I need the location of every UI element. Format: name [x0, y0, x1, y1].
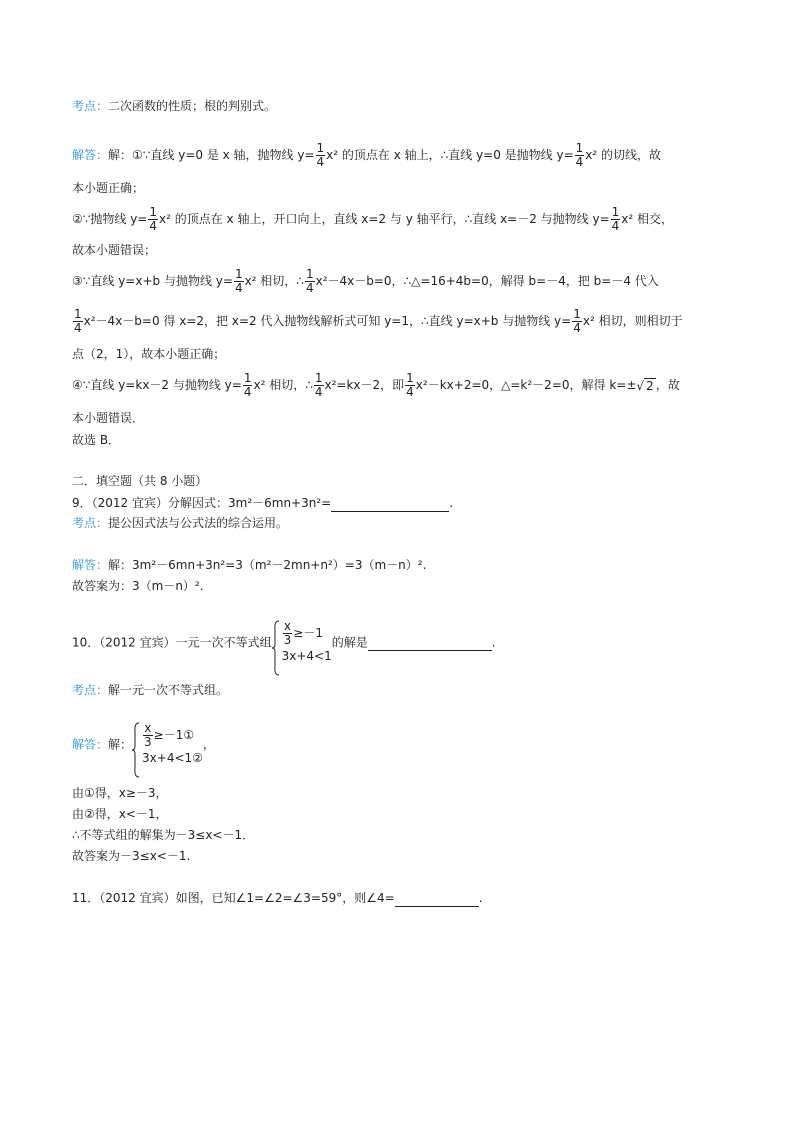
answer-blank[interactable] — [395, 890, 479, 907]
text-segment: x²=kx－2，即 — [324, 378, 405, 392]
text-segment: x²－4x－b=0，∴△=16+4b=0，解得 b=－4，把 b=－4 代入 — [315, 274, 659, 288]
text-segment: x²－4x－b=0 得 x=2，把 x=2 代入抛物线解析式可知 y=1，∴直线 y=x+b 与抛物线 y= — [83, 314, 572, 328]
text-segment: x² 相切，∴ — [253, 378, 313, 392]
answer-line-9: 本小题错误． — [72, 411, 145, 425]
fraction-one-quarter: $\frac{1}{4}$ — [406, 371, 414, 399]
text-segment: x² 相交， — [621, 212, 674, 226]
answer-line-7: 点（2，1），故本小题正确； — [72, 347, 226, 361]
jieda-label: 解答： — [72, 737, 109, 752]
kaodian-label: 考点： — [72, 99, 109, 113]
solution-step-3: ∴不等式组的解集为－3≤x<－1． — [72, 828, 255, 842]
fraction-one-quarter: $\frac{1}{4}$ — [575, 141, 584, 169]
inequality-system: $\frac{x}{3}$ ≥－1 3x+4<1 — [272, 620, 332, 665]
text-segment: x² 相切，∴ — [244, 274, 304, 288]
answer-line-6 — [72, 308, 683, 335]
text-segment: ，故 — [655, 378, 680, 392]
answer-line-1 — [72, 142, 661, 169]
fraction-one-quarter: $\frac{1}{4}$ — [316, 141, 325, 169]
left-brace-icon — [132, 722, 140, 778]
text-segment: ④∵直线 y=kx－2 与抛物线 y= — [72, 378, 242, 392]
text-segment: ②∵抛物线 y= — [72, 212, 148, 226]
fraction-one-quarter: $\frac{1}{4}$ — [314, 371, 323, 399]
question-stem: 11．（2012 宜宾）如图，已知∠1=∠2=∠3=59°，则∠4= — [72, 891, 395, 905]
question-9: 9．（2012 宜宾）分解因式：3m²－6mn+3n²= . — [72, 496, 454, 510]
fraction-one-quarter: $\frac{1}{4}$ — [305, 267, 314, 295]
kaodian-line-q8 — [72, 98, 276, 114]
jieda-label: 解答： — [72, 558, 109, 572]
answer-line-q10: 解答：解： $\frac{x}{3}$ ≥－1① 3x+4<1② ， — [72, 722, 215, 767]
question-10: 10．（2012 宜宾）一元一次不等式组 $\frac{x}{3}$ ≥－1 3x+4<1 的解是 . — [72, 620, 496, 665]
fraction-one-quarter: $\frac{1}{4}$ — [74, 307, 82, 335]
question-stem: 10．（2012 宜宾）一元一次不等式组 — [72, 635, 272, 650]
answer-line-q9-1: 解答：解：3m²－6mn+3n²=3（m²－2mn+n²）=3（m－n）². — [72, 558, 427, 572]
kaodian-line-q10 — [72, 682, 228, 698]
fraction-one-quarter: $\frac{1}{4}$ — [234, 267, 243, 295]
answer-line-q9-2: 故答案为：3（m－n）². — [72, 579, 204, 593]
answer-blank[interactable] — [331, 495, 449, 512]
kaodian-line-q9 — [72, 515, 288, 531]
question-stem: 9．（2012 宜宾）分解因式：3m²－6mn+3n²= — [72, 496, 332, 510]
solution-step-4: 故答案为－3≤x<－1. — [72, 849, 191, 863]
solution-step-1: 由①得，x≥－3， — [72, 786, 168, 800]
answer-line-4: 故本小题错误； — [72, 243, 157, 257]
fraction-one-quarter: $\frac{1}{4}$ — [243, 371, 252, 399]
fraction-one-quarter: $\frac{1}{4}$ — [149, 205, 158, 233]
text-segment: x² 的切线，故 — [585, 148, 662, 162]
kaodian-text: 二次函数的性质；根的判别式。 — [108, 99, 277, 113]
sqrt-expression: √ 2 — [636, 378, 654, 393]
text-segment: x² 的顶点在 x 轴上，∴直线 y=0 是抛物线 y= — [326, 148, 574, 162]
answer-line-10: 故选 B． — [72, 433, 121, 447]
text-segment: x² 的顶点在 x 轴上，开口向上，直线 x=2 与 y 轴平行，∴直线 x=－2 与抛物线 y= — [159, 212, 610, 226]
answer-line-8 — [72, 372, 680, 399]
fraction-one-quarter: $\frac{1}{4}$ — [573, 307, 581, 335]
kaodian-label: 考点： — [72, 516, 109, 530]
answer-line-2: 本小题正确； — [72, 181, 145, 195]
fraction-one-quarter: $\frac{1}{4}$ — [611, 205, 620, 233]
answer-line-3 — [72, 206, 673, 233]
kaodian-text: 提公因式法与公式法的综合运用。 — [108, 516, 289, 530]
kaodian-label: 考点： — [72, 683, 109, 697]
left-brace-icon — [272, 620, 280, 676]
answer-line-5 — [72, 268, 659, 295]
inequality-system: $\frac{x}{3}$ ≥－1① 3x+4<1② — [132, 722, 203, 767]
text-segment: 解：①∵直线 y=0 是 x 轴，抛物线 y= — [108, 148, 315, 162]
answer-blank[interactable] — [368, 634, 492, 651]
text-segment: x²－kx+2=0，△=k²－2=0，解得 k=± — [415, 378, 637, 392]
kaodian-text: 解一元一次不等式组。 — [108, 683, 229, 697]
section-title: 二．填空题（共 8 小题） — [72, 474, 208, 488]
solution-step-2: 由②得，x<－1， — [72, 807, 168, 821]
question-11: 11．（2012 宜宾）如图，已知∠1=∠2=∠3=59°，则∠4= . — [72, 891, 483, 905]
jieda-label: 解答： — [72, 148, 109, 162]
text-segment: ③∵直线 y=x+b 与抛物线 y= — [72, 274, 233, 288]
text-segment: x² 相切，则相切于 — [582, 314, 683, 328]
